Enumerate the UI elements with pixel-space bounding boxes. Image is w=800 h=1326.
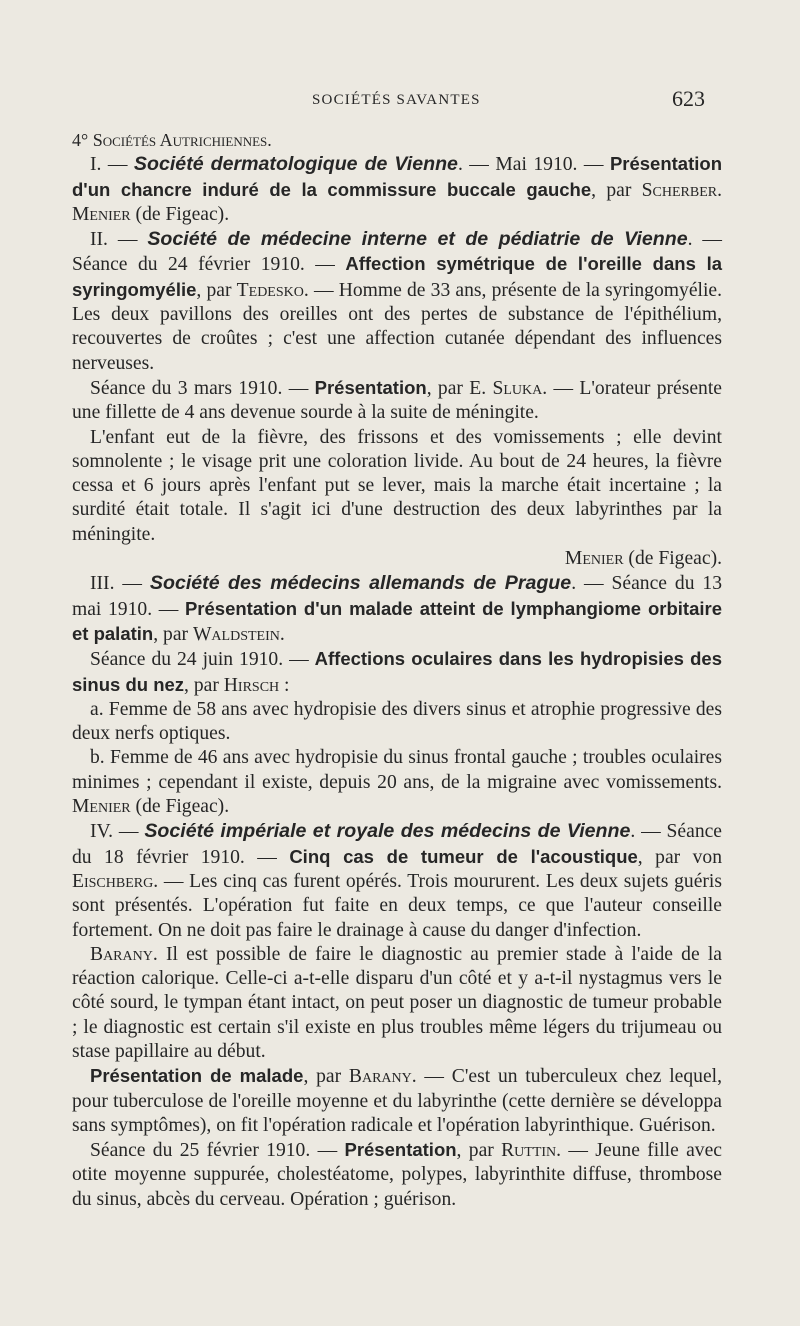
body-text bbox=[72, 128, 722, 1212]
paragraph: IV. — Société impériale et royale des médecins de Vienne. — Séance du 18 février 1910. — Cinq cas de tumeur de l'acoustique, par von Eischberg. — Les cinq cas furent opérés. Trois moururent. Les deux sujets guéris sont présentés. L'opération fut faite en deux temps, ce que l'auteur conseille fortement. On ne doit pas faire le drainage à cause du danger d'infection. bbox=[72, 820, 723, 941]
paragraph: II. — Société de médecine interne et de pédiatrie de Vienne. — Séance du 24 février 1910. — Affection symétrique de l'oreille dans la syringomyélie, par Tedesko. — Homme de 33 ans, présente de la syringomyélie. Les deux pavillons des oreilles ont des pertes de substance de l'épithélium, recouvertes de croûtes ; c'est une affection cutanée dépendant des influences nerveuses. bbox=[72, 228, 723, 374]
paragraph: III. — Société des médecins allemands de Prague. — Séance du 13 mai 1910. — Présentation d'un malade atteint de lymphangiome orbitaire et palatin, par Waldstein. bbox=[72, 572, 722, 645]
paragraph: Séance du 3 mars 1910. — Présentation, par E. Sluka. — L'orateur présente une fillette de 4 ans devenue sourde à la suite de méningite. bbox=[72, 376, 722, 424]
paragraph: L'enfant eut de la fièvre, des frissons et des vomissements ; elle devint somnolente ; le visage prit une coloration livide. Au bout de 24 heures, la fièvre cessa et 6 jours après l'enfant put se lever, mais la marche était incertaine ; la surdité était totale. Il s'agit ici d'une destruction des deux labyrinthes par la méningite. bbox=[72, 426, 722, 545]
paragraph: Barany. Il est possible de faire le diagnostic au premier stade à l'aide de la réaction calorique. Celle-ci a-t-elle disparu d'un côté et y a-t-il nystagmus vers le côté sourd, le tympan étant intact, on peut poser un diagnostic de tumeur probable ; le diagnostic est certain s'il existe en plus troubles même légers du trijumeau ou stase papillaire au début. bbox=[72, 943, 722, 1062]
signature: Menier (de Figeac). bbox=[564, 548, 722, 570]
paragraph: Présentation de malade, par Barany. — C'est un tuberculeux chez lequel, pour tuberculose de l'oreille moyenne et du labyrinthe (cette dernière se développa sans symptômes), on fit l'opération radicale et l'opération labyrinthique. Guérison. bbox=[72, 1065, 722, 1136]
paragraph: Séance du 24 juin 1910. — Affections oculaires dans les hydropisies des sinus du nez, par Hirsch : bbox=[72, 648, 722, 696]
paragraph: I. — Société dermatologique de Vienne. — Mai 1910. — Présentation d'un chancre induré de la commissure buccale gauche, par Scherber. Menier (de Figeac). bbox=[72, 153, 722, 225]
page-number: 623 bbox=[672, 86, 705, 111]
paragraph: b. Femme de 46 ans avec hydropisie du sinus frontal gauche ; troubles oculaires minimes ; cependant il existe, depuis 20 ans, de la migraine avec vomissements. Menier (de Figeac). bbox=[72, 747, 722, 818]
paragraph: Séance du 25 février 1910. — Présentation, par Ruttin. — Jeune fille avec otite moyenne suppurée, cholestéatome, polypes, labyrinthite diffuse, thrombose du sinus, abcès du cerveau. Opération ; guérison. bbox=[72, 1139, 722, 1210]
running-header: SOCIÉTÉS SAVANTES bbox=[312, 92, 481, 108]
paragraph: a. Femme de 58 ans avec hydropisie des divers sinus et atrophie progressive des deux nerfs optiques. bbox=[72, 698, 722, 745]
section-heading: 4° Sociétés Autrichiennes. bbox=[72, 130, 272, 150]
